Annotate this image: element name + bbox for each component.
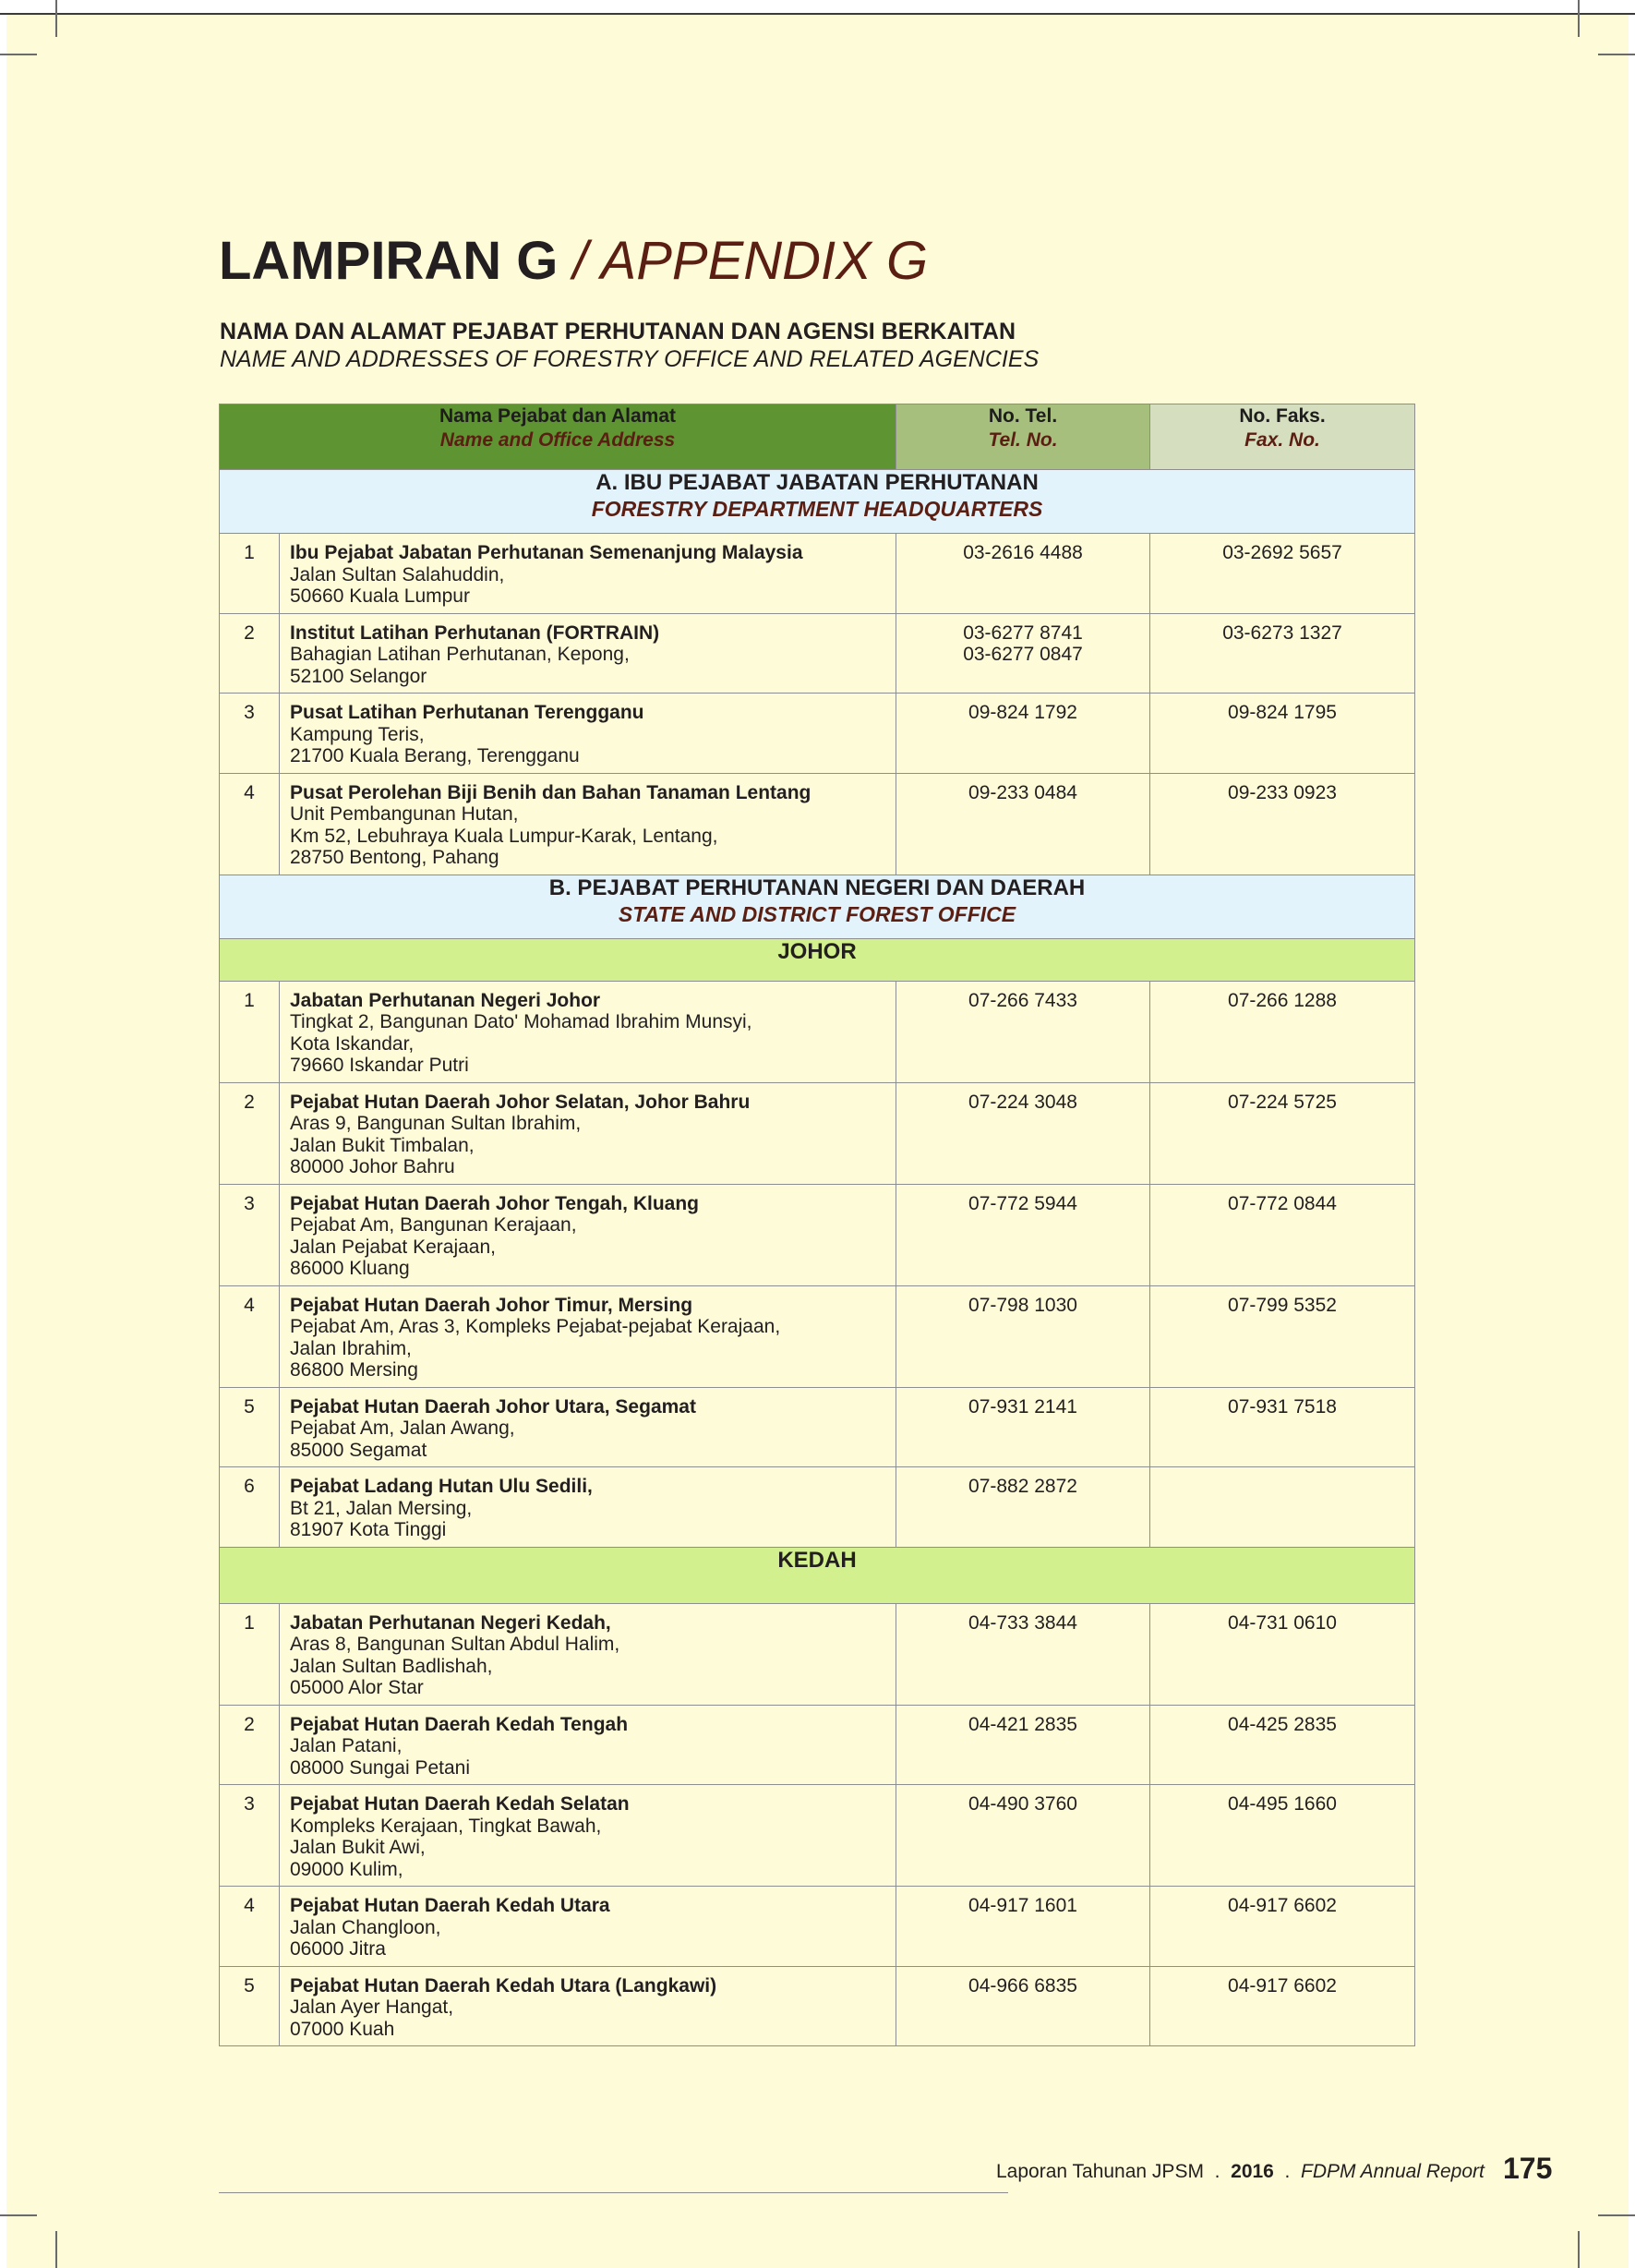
office-name: Jabatan Perhutanan Negeri Kedah,: [290, 1611, 611, 1634]
section-b-title-en: STATE AND DISTRICT FOREST OFFICE: [618, 901, 1016, 926]
row-number: 3: [220, 694, 280, 774]
tel-cell: [896, 1467, 1150, 1548]
office-address-line: Jalan Ayer Hangat,: [290, 1997, 454, 2018]
section-b-title: [220, 875, 1415, 938]
table-row: [220, 534, 1415, 614]
tel-cell: [896, 1785, 1150, 1887]
table-row: [220, 1887, 1415, 1967]
tel-number: 07-931 2141: [968, 1395, 1077, 1418]
table-row: [220, 773, 1415, 875]
tel-cell: [896, 1603, 1150, 1705]
tel-cell: [896, 1705, 1150, 1785]
fax-number: 04-731 0610: [1228, 1611, 1337, 1634]
crop-mark: [55, 0, 57, 37]
footer-report-en: FDPM Annual Report: [1301, 2161, 1485, 2182]
table-row: [220, 1603, 1415, 1705]
fax-cell: [1150, 1603, 1415, 1705]
row-number: 1: [220, 534, 280, 614]
crop-mark: [0, 2214, 37, 2216]
office-name: Pejabat Hutan Daerah Johor Utara, Segamat: [290, 1395, 696, 1418]
top-rule: [0, 13, 1635, 15]
office-address-line: Km 52, Lebuhraya Kuala Lumpur-Karak, Lentang,: [290, 825, 718, 847]
fax-cell: [1150, 1387, 1415, 1467]
tel-cell: [896, 1387, 1150, 1467]
crop-mark: [1598, 54, 1635, 55]
office-address-line: 80000 Johor Bahru: [290, 1156, 455, 1177]
fax-number: 07-224 5725: [1228, 1091, 1337, 1113]
tel-number: 09-233 0484: [968, 781, 1077, 803]
office-address-line: 50660 Kuala Lumpur: [290, 585, 470, 607]
tel-number: 07-772 5944: [968, 1192, 1077, 1214]
row-number: 3: [220, 1184, 280, 1285]
row-number: 5: [220, 1387, 280, 1467]
header-name-ms: Nama Pejabat dan Alamat: [439, 405, 676, 427]
table-row: [220, 613, 1415, 694]
office-cell: [280, 1082, 896, 1184]
fax-number: 07-799 5352: [1228, 1294, 1337, 1316]
office-cell: [280, 534, 896, 614]
table-row: [220, 1387, 1415, 1467]
office-address-line: 09000 Kulim,: [290, 1858, 403, 1880]
office-address-line: Pejabat Am, Jalan Awang,: [290, 1418, 515, 1439]
johor-rows: [220, 981, 1415, 1547]
header-tel-en: Tel. No.: [988, 429, 1058, 451]
office-cell: [280, 981, 896, 1082]
tel-number: 04-490 3760: [968, 1793, 1077, 1815]
footer-report-ms: Laporan Tahunan JPSM: [996, 2161, 1204, 2182]
tel-cell: [896, 1184, 1150, 1285]
section-b-header: [220, 875, 1415, 938]
office-address-line: Kota Iskandar,: [290, 1032, 415, 1055]
fax-cell: [1150, 1467, 1415, 1548]
crop-mark: [55, 2231, 57, 2268]
kedah-rows: [220, 1603, 1415, 2046]
office-name: Ibu Pejabat Jabatan Perhutanan Semenanjung Malaysia: [290, 542, 803, 563]
fax-number: 03-6273 1327: [1222, 621, 1342, 644]
page-number: 175: [1503, 2152, 1553, 2185]
fax-number: 04-425 2835: [1228, 1713, 1337, 1735]
tel-cell: [896, 534, 1150, 614]
office-address-line: Jalan Bukit Timbalan,: [290, 1134, 475, 1156]
fax-cell: [1150, 981, 1415, 1082]
tel-number: 07-266 7433: [968, 989, 1077, 1011]
office-address-line: 86000 Kluang: [290, 1258, 410, 1279]
table-header-row: [220, 404, 1415, 470]
header-fax-ms: No. Faks.: [1239, 405, 1326, 427]
section-a-title-ms: A. IBU PEJABAT JABATAN PERHUTANAN: [595, 470, 1039, 495]
office-address-line: Aras 9, Bangunan Sultan Ibrahim,: [290, 1113, 582, 1134]
office-cell: [280, 1467, 896, 1548]
office-address-line: 06000 Jitra: [290, 1938, 386, 1960]
footer-separator: .: [1214, 2161, 1220, 2182]
fax-number: 03-2692 5657: [1222, 542, 1342, 563]
crop-mark: [0, 54, 37, 55]
header-name-address: [220, 404, 896, 470]
office-address-line: Jalan Changloon,: [290, 1916, 441, 1938]
office-name: Pejabat Hutan Daerah Johor Selatan, Johor Bahru: [290, 1091, 751, 1113]
office-cell: [280, 1387, 896, 1467]
table-row: [220, 1785, 1415, 1887]
office-address-line: Bt 21, Jalan Mersing,: [290, 1497, 473, 1519]
office-address-line: 08000 Sungai Petani: [290, 1756, 470, 1779]
section-a-header: [220, 470, 1415, 534]
subtitle-english: NAME AND ADDRESSES OF FORESTRY OFFICE AND RELATED AGENCIES: [220, 346, 1040, 372]
fax-cell: [1150, 613, 1415, 694]
office-name: Pusat Perolehan Biji Benih dan Bahan Tanaman Lentang: [290, 781, 811, 803]
row-number: 1: [220, 981, 280, 1082]
fax-cell: [1150, 1705, 1415, 1785]
table-row: [220, 694, 1415, 774]
office-address-line: Tingkat 2, Bangunan Dato' Mohamad Ibrahim Munsyi,: [290, 1011, 752, 1032]
row-number: 4: [220, 773, 280, 875]
row-number: 6: [220, 1467, 280, 1548]
crop-mark: [1578, 0, 1580, 37]
row-number: 2: [220, 1082, 280, 1184]
row-number: 2: [220, 1705, 280, 1785]
section-b-title-ms: B. PEJABAT PERHUTANAN NEGERI DAN DAERAH: [548, 875, 1086, 900]
office-address-line: 86800 Mersing: [290, 1359, 418, 1381]
tel-number: 03-6277 0847: [963, 644, 1083, 665]
office-name: Pejabat Hutan Daerah Kedah Tengah: [290, 1713, 629, 1735]
office-name: Pusat Latihan Perhutanan Terengganu: [290, 702, 644, 723]
table-row: [220, 1285, 1415, 1387]
header-tel-ms: No. Tel.: [988, 405, 1058, 427]
tel-cell: [896, 1285, 1150, 1387]
office-address-line: 21700 Kuala Berang, Terengganu: [290, 745, 580, 766]
title-malay: LAMPIRAN G: [219, 231, 559, 291]
fax-number: 07-772 0844: [1228, 1192, 1337, 1214]
office-address-line: Unit Pembangunan Hutan,: [290, 803, 519, 825]
fax-cell: [1150, 1887, 1415, 1967]
office-cell: [280, 613, 896, 694]
fax-number: 04-917 6602: [1228, 1895, 1337, 1916]
office-address-line: Jalan Ibrahim,: [290, 1337, 412, 1359]
office-address-line: Jalan Pejabat Kerajaan,: [290, 1236, 496, 1258]
tel-cell: [896, 1887, 1150, 1967]
office-cell: [280, 1285, 896, 1387]
office-address-line: 28750 Bentong, Pahang: [290, 847, 499, 868]
office-cell: [280, 694, 896, 774]
table-row: [220, 1082, 1415, 1184]
office-cell: [280, 1603, 896, 1705]
tel-number: 04-966 6835: [968, 1974, 1077, 1997]
office-address-line: 52100 Selangor: [290, 665, 427, 687]
office-cell: [280, 1184, 896, 1285]
table-row: [220, 981, 1415, 1082]
tel-cell: [896, 694, 1150, 774]
state-name-johor: JOHOR: [220, 938, 1415, 981]
fax-number: 04-917 6602: [1228, 1974, 1337, 1997]
row-number: 1: [220, 1603, 280, 1705]
row-number: 3: [220, 1785, 280, 1887]
office-address-line: Jalan Sultan Salahuddin,: [290, 563, 505, 585]
tel-cell: [896, 773, 1150, 875]
fax-number: 09-824 1795: [1228, 702, 1337, 723]
page-title: [219, 229, 928, 294]
tel-cell: [896, 1966, 1150, 2046]
office-address-line: Pejabat Am, Bangunan Kerajaan,: [290, 1214, 577, 1236]
tel-number: 03-2616 4488: [963, 542, 1083, 563]
state-name-kedah: KEDAH: [220, 1547, 1415, 1603]
office-name: Pejabat Hutan Daerah Kedah Utara (Langkawi): [290, 1974, 717, 1997]
fax-cell: [1150, 1285, 1415, 1387]
table-row: [220, 1705, 1415, 1785]
office-name: Pejabat Hutan Daerah Kedah Selatan: [290, 1793, 630, 1815]
header-name-en: Name and Office Address: [439, 429, 676, 451]
tel-number: 04-917 1601: [968, 1895, 1077, 1916]
state-header-kedah: [220, 1547, 1415, 1603]
fax-number: 09-233 0923: [1228, 781, 1337, 803]
header-tel: [896, 404, 1150, 470]
tel-number: 07-798 1030: [968, 1294, 1077, 1316]
office-address-line: 85000 Segamat: [290, 1439, 427, 1461]
title-english: / APPENDIX G: [572, 231, 929, 291]
tel-number: 07-882 2872: [968, 1476, 1077, 1497]
office-address-line: 81907 Kota Tinggi: [290, 1519, 447, 1540]
office-name: Pejabat Hutan Daerah Kedah Utara: [290, 1895, 610, 1916]
office-cell: [280, 1705, 896, 1785]
fax-cell: [1150, 1966, 1415, 2046]
fax-cell: [1150, 694, 1415, 774]
footer-rule: [219, 2192, 1008, 2193]
tel-number: 04-733 3844: [968, 1611, 1077, 1634]
tel-cell: [896, 613, 1150, 694]
crop-mark: [1598, 2214, 1635, 2216]
tel-number: 04-421 2835: [968, 1713, 1077, 1735]
office-address-line: Bahagian Latihan Perhutanan, Kepong,: [290, 644, 630, 665]
office-address-line: Jalan Bukit Awi,: [290, 1837, 426, 1858]
row-number: 5: [220, 1966, 280, 2046]
office-address-line: Kompleks Kerajaan, Tingkat Bawah,: [290, 1815, 602, 1837]
header-fax: [1150, 404, 1415, 470]
office-address-line: 79660 Iskandar Putri: [290, 1055, 469, 1076]
office-cell: [280, 773, 896, 875]
crop-mark: [1578, 2231, 1580, 2268]
fax-number: 07-931 7518: [1228, 1395, 1337, 1418]
office-cell: [280, 1785, 896, 1887]
office-address-line: Aras 8, Bangunan Sultan Abdul Halim,: [290, 1634, 620, 1655]
row-number: 2: [220, 613, 280, 694]
office-address-line: Jalan Sultan Badlishah,: [290, 1655, 493, 1677]
office-address-line: Jalan Patani,: [290, 1735, 403, 1756]
tel-cell: [896, 1082, 1150, 1184]
header-fax-en: Fax. No.: [1244, 429, 1320, 451]
tel-number: 07-224 3048: [968, 1091, 1077, 1113]
office-name: Pejabat Ladang Hutan Ulu Sedili,: [290, 1476, 593, 1497]
subtitle-malay: NAMA DAN ALAMAT PEJABAT PERHUTANAN DAN AGENSI BERKAITAN: [220, 319, 1016, 344]
footer-separator: .: [1284, 2161, 1291, 2182]
fax-number: 04-495 1660: [1228, 1793, 1337, 1815]
footer-year: 2016: [1231, 2161, 1274, 2182]
fax-cell: [1150, 1082, 1415, 1184]
section-a-rows: [220, 534, 1415, 875]
fax-cell: [1150, 1184, 1415, 1285]
table-row: [220, 1184, 1415, 1285]
office-cell: [280, 1887, 896, 1967]
fax-cell: [1150, 534, 1415, 614]
state-header-johor: [220, 938, 1415, 981]
offices-table: [219, 404, 1415, 2046]
office-name: Jabatan Perhutanan Negeri Johor: [290, 989, 601, 1011]
office-name: Institut Latihan Perhutanan (FORTRAIN): [290, 621, 660, 644]
office-address-line: 07000 Kuah: [290, 2018, 395, 2040]
office-cell: [280, 1966, 896, 2046]
fax-cell: [1150, 1785, 1415, 1887]
section-a-title-en: FORESTRY DEPARTMENT HEADQUARTERS: [591, 497, 1043, 521]
office-address-line: 05000 Alor Star: [290, 1677, 424, 1698]
office-address-line: Kampung Teris,: [290, 723, 425, 745]
tel-cell: [896, 981, 1150, 1082]
fax-cell: [1150, 773, 1415, 875]
office-name: Pejabat Hutan Daerah Johor Timur, Mersing: [290, 1294, 693, 1316]
row-number: 4: [220, 1887, 280, 1967]
fax-number: 07-266 1288: [1228, 989, 1337, 1011]
footer-text: [996, 2158, 1485, 2186]
office-name: Pejabat Hutan Daerah Johor Tengah, Kluang: [290, 1192, 700, 1214]
table-row: [220, 1966, 1415, 2046]
tel-number: 09-824 1792: [968, 702, 1077, 723]
section-a-title: [220, 470, 1415, 534]
tel-number: 03-6277 8741: [963, 621, 1083, 644]
table-row: [220, 1467, 1415, 1548]
row-number: 4: [220, 1285, 280, 1387]
office-address-line: Pejabat Am, Aras 3, Kompleks Pejabat-pejabat Kerajaan,: [290, 1316, 781, 1337]
